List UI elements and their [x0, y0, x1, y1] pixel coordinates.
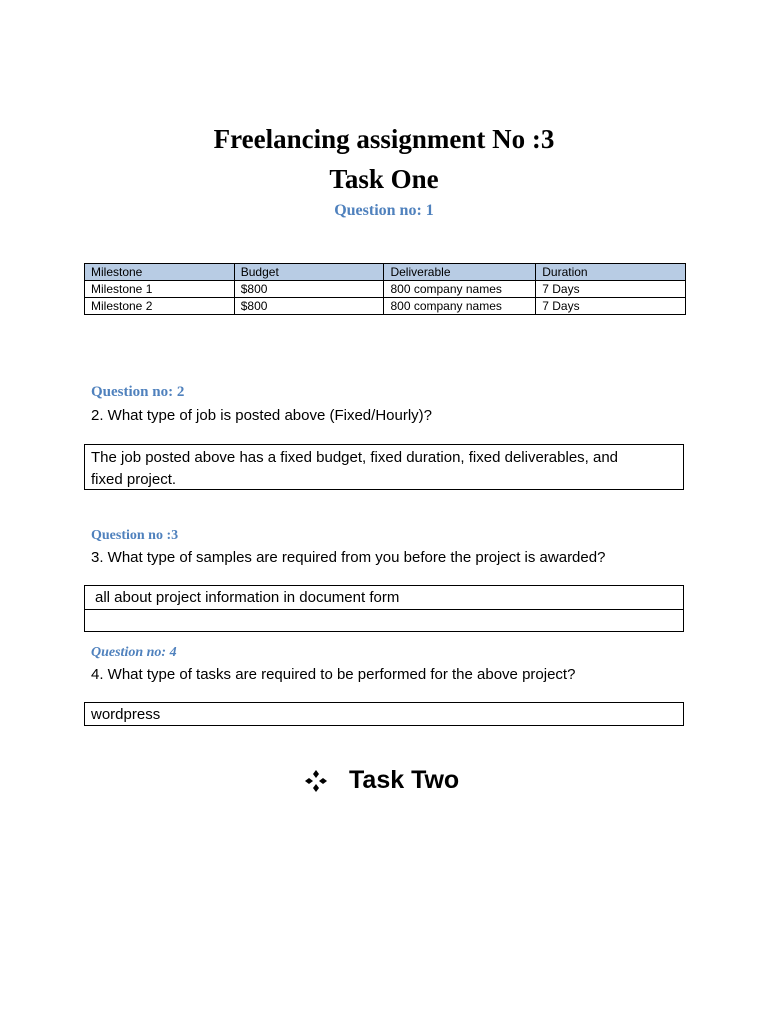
diamond-bullet-icon — [305, 770, 327, 792]
milestones-table — [84, 263, 686, 315]
table-cell: 800 company names — [384, 281, 536, 298]
task-one-heading: Task One — [329, 164, 439, 194]
question-1-heading: Question no: 1 — [334, 202, 434, 219]
question-2-answer-line-1: The job posted above has a fixed budget, fixed duration, fixed deliverables, and — [91, 449, 619, 466]
column-header-budget: Budget — [234, 264, 384, 281]
question-4-text: 4. What type of tasks are required to be performed for the above project? — [91, 666, 576, 683]
question-3-answer-box — [84, 585, 684, 632]
table-cell: 800 company names — [384, 298, 536, 315]
table-cell: Milestone 1 — [85, 281, 235, 298]
table-cell: 7 Days — [536, 298, 686, 315]
table-cell: $800 — [234, 298, 384, 315]
table-header-row — [85, 264, 686, 281]
question-2-answer-box — [84, 444, 684, 490]
table-row — [85, 298, 686, 315]
column-header-milestone: Milestone — [85, 264, 235, 281]
table-cell: 7 Days — [536, 281, 686, 298]
column-header-deliverable: Deliverable — [384, 264, 536, 281]
question-2-heading: Question no: 2 — [91, 384, 185, 400]
task-two-label: Task Two — [349, 766, 460, 794]
table-cell: Milestone 2 — [85, 298, 235, 315]
question-3-empty-row — [85, 610, 683, 633]
document-title: Freelancing assignment No :3 — [213, 124, 555, 154]
column-header-duration: Duration — [536, 264, 686, 281]
table-cell: $800 — [234, 281, 384, 298]
question-4-answer-box: wordpress — [84, 702, 684, 726]
question-3-heading: Question no :3 — [91, 528, 179, 543]
question-3-text: 3. What type of samples are required from you before the project is awarded? — [91, 549, 606, 566]
task-two-heading — [305, 766, 459, 795]
question-2-text: 2. What type of job is posted above (Fixed/Hourly)? — [91, 407, 433, 424]
question-3-answer-row: all about project information in document form — [85, 586, 683, 610]
table-row — [85, 281, 686, 298]
question-4-heading: Question no: 4 — [91, 645, 177, 660]
question-2-answer-line-2: fixed project. — [91, 471, 177, 488]
